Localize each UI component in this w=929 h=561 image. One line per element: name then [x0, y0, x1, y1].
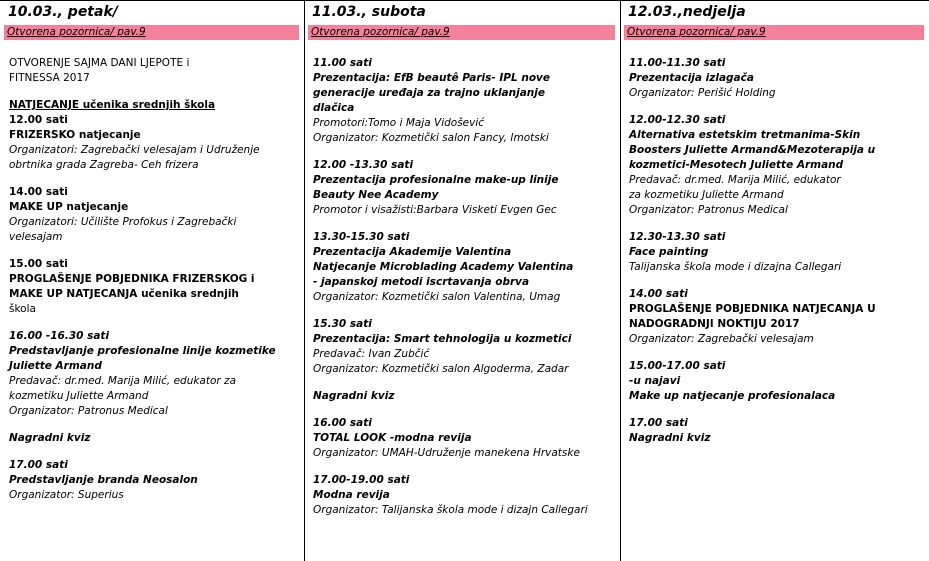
schedule-line: FRIZERSKO natjecanje — [9, 129, 141, 141]
schedule-line: kozmetici-Mesotech Juliette Armand — [629, 159, 844, 171]
schedule-line: MAKE UP natjecanje — [9, 201, 129, 213]
schedule-line: NATJECANJE učenika srednjih škola — [9, 99, 216, 111]
schedule-list — [9, 44, 300, 503]
schedule-line: Prezentacija izlagača — [629, 72, 754, 84]
schedule-line: Predstavljanje profesionalne linije kozmetike — [9, 345, 276, 357]
schedule-line: Alternativa estetskim tretmanima-Skin — [629, 129, 861, 141]
spacer — [313, 404, 616, 416]
day-header: 12.03.,nedjelja — [628, 4, 746, 20]
schedule-line: Modna revija — [313, 489, 390, 501]
schedule-line: 15.30 sati — [313, 318, 372, 330]
schedule-line: Boosters Juliette Armand&Mezoterapija u — [629, 144, 876, 156]
schedule-line: Prezentacija: Smart tehnologija u kozmetici — [313, 333, 572, 345]
schedule-list — [629, 44, 925, 446]
spacer — [313, 218, 616, 230]
schedule-line: 16.00 -16.30 sati — [9, 330, 110, 342]
schedule-line: 11.00 sati — [313, 57, 372, 69]
schedule-line: FITNESSA 2017 — [9, 72, 90, 84]
schedule-line: Beauty Nee Academy — [313, 189, 439, 201]
schedule-line: Organizator: Perišić Holding — [629, 87, 776, 99]
schedule-line: velesajam — [9, 231, 63, 243]
schedule-line: Organizator: Kozmetički salon Algoderma, Zadar — [313, 363, 569, 375]
schedule-line: 17.00-19.00 sati — [313, 474, 410, 486]
schedule-line: škola — [9, 303, 36, 315]
schedule-line: OTVORENJE SAJMA DANI LJEPOTE i — [9, 57, 190, 69]
schedule-line: dlačica — [313, 102, 355, 114]
schedule-line: Predavač: dr.med. Marija Milić, edukator za — [9, 375, 237, 387]
schedule-line: Prezentacija: EfB beautê Paris- IPL nove — [313, 72, 550, 84]
schedule-line: 12.30-13.30 sati — [629, 231, 726, 243]
spacer — [9, 86, 300, 98]
spacer — [313, 377, 616, 389]
schedule-line: PROGLAŠENJE POBJEDNIKA FRIZERSKOG i — [9, 273, 255, 285]
schedule-line: Talijanska škola mode i dizajna Callegari — [629, 261, 842, 273]
schedule-line: generacije uređaja za trajno uklanjanje — [313, 87, 545, 99]
spacer — [629, 347, 925, 359]
schedule-line: Predavač: Ivan Zubčić — [313, 348, 430, 360]
schedule-line: 16.00 sati — [313, 417, 372, 429]
day-header: 10.03., petak/ — [8, 4, 118, 20]
schedule-line: Predstavljanje branda Neosalon — [9, 474, 198, 486]
spacer — [9, 317, 300, 329]
day-column-sunday — [620, 0, 929, 561]
spacer — [629, 101, 925, 113]
spacer — [313, 44, 616, 56]
schedule-line: Face painting — [629, 246, 709, 258]
schedule-line: Organizator: Patronus Medical — [9, 405, 168, 417]
schedule-line: 17.00 sati — [629, 417, 688, 429]
schedule-line: - japanskoj metodi iscrtavanja obrva — [313, 276, 530, 288]
spacer — [313, 146, 616, 158]
spacer — [9, 173, 300, 185]
schedule-line: TOTAL LOOK -modna revija — [313, 432, 472, 444]
schedule-line: 13.30-15.30 sati — [313, 231, 410, 243]
spacer — [9, 419, 300, 431]
schedule-line: Prezentacija Akademije Valentina — [313, 246, 512, 258]
spacer — [313, 305, 616, 317]
schedule-line: 11.00-11.30 sati — [629, 57, 726, 69]
schedule-line: 14.00 sati — [629, 288, 688, 300]
schedule-line: Organizator: Patronus Medical — [629, 204, 788, 216]
schedule-line: Natjecanje Microblading Academy Valentina — [313, 261, 574, 273]
schedule-line: kozmetiku Juliette Armand — [9, 390, 149, 402]
spacer — [629, 44, 925, 56]
schedule-line: za kozmetiku Juliette Armand — [629, 189, 784, 201]
schedule-line: Nagradni kviz — [629, 432, 711, 444]
schedule-line: 12.00 -13.30 sati — [313, 159, 414, 171]
spacer — [629, 218, 925, 230]
schedule-line: Organizator: Talijanska škola mode i dizajn Callegari — [313, 504, 588, 516]
schedule-line: Promotor i visažisti:Barbara Visketi Evgen Gec — [313, 204, 557, 216]
schedule-line: Organizator: Superius — [9, 489, 124, 501]
day-header: 11.03., subota — [312, 4, 426, 20]
schedule-line: Nagradni kviz — [313, 390, 395, 402]
schedule-line: NADOGRADNJI NOKTIJU 2017 — [629, 318, 800, 330]
schedule-line: Promotori:Tomo i Maja Vidošević — [313, 117, 485, 129]
venue-label: Otvorena pozornica/ pav.9 — [308, 25, 615, 40]
schedule-line: Nagradni kviz — [9, 432, 91, 444]
schedule-line: Organizatori: Zagrebački velesajam i Udruženje — [9, 144, 260, 156]
schedule-line: obrtnika grada Zagreba- Ceh frizera — [9, 159, 199, 171]
day-column-friday — [0, 0, 304, 561]
spacer — [9, 245, 300, 257]
venue-label: Otvorena pozornica/ pav.9 — [4, 25, 299, 40]
schedule-line: 12.00 sati — [9, 114, 68, 126]
schedule-line: Organizator: Kozmetički salon Fancy, Imotski — [313, 132, 549, 144]
schedule-line: PROGLAŠENJE POBJEDNIKA NATJECANJA U — [629, 303, 876, 315]
schedule-line: Juliette Armand — [9, 360, 102, 372]
schedule-line: Predavač: dr.med. Marija Milić, edukator — [629, 174, 841, 186]
spacer — [313, 461, 616, 473]
schedule-line: 14.00 sati — [9, 186, 68, 198]
schedule-line: Organizator: UMAH-Udruženje manekena Hrvatske — [313, 447, 580, 459]
schedule-list — [313, 44, 616, 518]
spacer — [9, 44, 300, 56]
schedule-line: Prezentacija profesionalne make-up linije — [313, 174, 559, 186]
spacer — [9, 446, 300, 458]
schedule-line: 12.00-12.30 sati — [629, 114, 726, 126]
schedule-line: Make up natjecanje profesionalaca — [629, 390, 836, 402]
schedule-line: -u najavi — [629, 375, 681, 387]
schedule-line: 17.00 sati — [9, 459, 68, 471]
schedule-line: 15.00 sati — [9, 258, 68, 270]
day-column-saturday — [304, 0, 620, 561]
spacer — [629, 275, 925, 287]
schedule-line: MAKE UP NATJECANJA učenika srednjih — [9, 288, 239, 300]
schedule-line: 15.00-17.00 sati — [629, 360, 726, 372]
schedule-line: Organizator: Zagrebački velesajam — [629, 333, 814, 345]
schedule-line: Organizatori: Učilište Profokus i Zagrebački — [9, 216, 237, 228]
venue-label: Otvorena pozornica/ pav.9 — [624, 25, 924, 40]
spacer — [629, 404, 925, 416]
schedule-line: Organizator: Kozmetički salon Valentina, Umag — [313, 291, 561, 303]
